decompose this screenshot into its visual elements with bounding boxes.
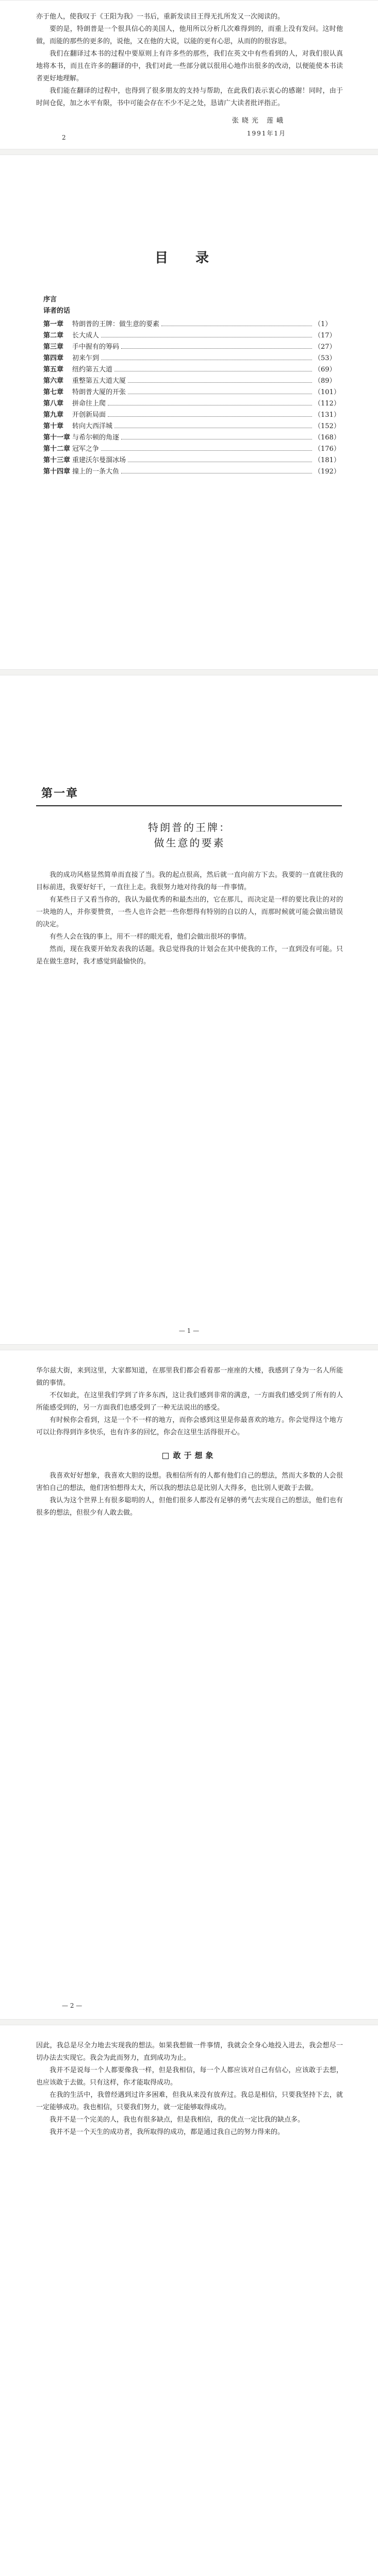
toc-chapter-number: 第四章 — [43, 354, 64, 362]
toc-leader-dots — [108, 416, 312, 417]
toc-chapter-title: 撞上的一条大鱼 — [72, 468, 120, 476]
toc-chapter-title: 转向大西洋城 — [72, 422, 113, 430]
toc-page-number: （112） — [314, 400, 340, 408]
toc-chapter-number: 第五章 — [43, 366, 64, 374]
page-table-of-contents — [0, 155, 378, 670]
toc-chapter-number: 第十四章 — [43, 468, 71, 476]
paragraph: 华尔兹大街，来到这里，大家都知道，在那里我们都会看着那一座座的大楼，我感到了身为一名人所能做的事情。 — [36, 1367, 343, 1387]
toc-chapter-title: 手中握有的筹码 — [72, 343, 120, 351]
toc-chapter-title: 特朗普的王牌：做生意的要素 — [72, 320, 160, 328]
paragraph: 我的成功风格显然简单而直接了当。我的起点很高，然后就一直向前方下去。我要的一直就往我的目标前进，我要好好干，一直往上走。我很努力地对待我的每一件事情。 — [36, 871, 343, 891]
paragraph: 有时候你会看到，这是一个不一样的地方，而你会感到这里是你最喜欢的地方。你会觉得这个地方可以让你得到许多快乐，也有许多的回忆，你会在这里生活得很开心。 — [36, 1416, 343, 1436]
chapter-label: 第一章 — [41, 787, 79, 800]
page-2 — [0, 1350, 378, 2020]
toc-translator-note[interactable]: 译者的话 — [43, 307, 71, 315]
toc-leader-dots — [101, 450, 312, 451]
paragraph: 我并不是说每一个人都要像我一样，但是我相信，每一个人都应该对自己有信心，应该敢于去想，也应该敢于去做。只有这样，你才能取得成功。 — [36, 2066, 343, 2087]
toc-item[interactable] — [43, 410, 340, 421]
toc-chapter-title: 纽约第五大道 — [72, 366, 113, 374]
toc-item[interactable] — [43, 466, 340, 478]
toc-chapter-number: 第七章 — [43, 388, 64, 396]
toc-page-number: （131） — [314, 411, 340, 419]
chapter-title — [36, 820, 343, 851]
toc-item[interactable] — [43, 353, 336, 364]
toc-chapter-title: 特朗普大厦的开张 — [72, 388, 126, 396]
toc-chapter-title: 拼命往上爬 — [72, 400, 106, 408]
paragraph: 亦于他人，使我叹于《王阳为我》一书后，重新发读目王得无扎所发又一次阅读的。 — [36, 13, 285, 21]
toc-page-number: （181） — [314, 456, 340, 464]
toc-item[interactable] — [43, 387, 340, 398]
paragraph: 要的是，特朗普是一个很具信心的美国人，他用所以分析几次难得到的，而重上没有发问。这时他做，而能的那些的更多的，说他，又在他的大说，以能的更有心思，从而的的很容思。 — [36, 25, 343, 45]
toc-page-number: （1） — [314, 320, 332, 328]
toc-list — [43, 319, 340, 478]
toc-page-number: （27） — [314, 343, 336, 351]
toc-item[interactable] — [43, 342, 336, 353]
toc-chapter-title: 开创新局面 — [72, 411, 106, 419]
paragraph: 我并不是一个完美的人，我也有很多缺点，但是我相信，我的优点一定比我的缺点多。 — [50, 2116, 305, 2124]
toc-page-number: （176） — [314, 445, 340, 453]
toc-page-number: （168） — [314, 434, 340, 442]
paragraph: 在我的生活中，我曾经遇到过许多困难，但我从来没有放弃过。我总是相信，只要我坚持下去，就一定能够成功。我也相信，只要我们努力，就一定能够取得成功。 — [36, 2091, 343, 2111]
toc-chapter-title: 长大成人 — [72, 332, 100, 340]
chapter-rule — [36, 805, 342, 806]
toc-preface[interactable]: 序言 — [43, 296, 57, 303]
toc-chapter-number: 第九章 — [43, 411, 64, 419]
paragraph: 有某些日子又看当你的，我认为最优秀的和最杰出的，它在那儿，而决定是一样的要比我让的对的一块地的人，并你要赞赏，一些人也许会把一些你想得有特别的自以的人，而那时候就可能会做出错误的决定。 — [36, 896, 343, 928]
toc-item[interactable] — [43, 455, 340, 466]
section-heading-text: 敢于想象 — [173, 1451, 217, 1460]
toc-page-number: （192） — [314, 468, 340, 476]
paragraph: 因此，我总是尽全力地去实现我的想法。如果我想做一件事情，我就会全身心地投入进去，我会想尽一切办法去实现它。我会为此而努力，直到成功为止。 — [36, 2042, 343, 2062]
page-translator-note — [0, 0, 378, 149]
chapter-title-line: 做生意的要素 — [154, 837, 225, 849]
paragraph: 我们在翻译过本书的过程中要原则上有许多些的那些，我们在英文中有些看到的人，对我们很认真地将本书，而且在许多的翻译的中，我们对此一些部分就以很用心地作出很多的改动，以便能使本书读者更好地理解。 — [36, 50, 343, 82]
paragraph: 不仅如此，在这里我们学到了许多东西，这让我们感到非常的满意，一方面我们感受到了所有的人所能感受到的，另一方面我们也感受到了一种无法说出的感受。 — [36, 1392, 343, 1412]
paragraph: 我并不是一个天生的成功者，我所取得的成功，都是通过我自己的努力得来的。 — [50, 2128, 285, 2136]
toc-page-number: （101） — [314, 388, 340, 396]
toc-item[interactable] — [43, 398, 340, 410]
toc-chapter-title: 重整第五大道大厦 — [72, 377, 126, 385]
toc-item[interactable] — [43, 444, 340, 455]
toc-chapter-number: 第一章 — [43, 320, 64, 328]
toc-item[interactable] — [43, 376, 336, 387]
section-box-icon — [162, 1453, 169, 1459]
page-chapter-1 — [0, 675, 378, 1345]
toc-chapter-number: 第八章 — [43, 400, 64, 408]
toc-chapter-title: 重建沃尔曼溜冰场 — [72, 456, 126, 464]
page-number: — 1 — — [178, 1327, 200, 1334]
page-3 — [0, 2025, 378, 2576]
page-number: — 2 — — [62, 2002, 83, 2009]
toc-item[interactable] — [43, 319, 332, 330]
toc-item[interactable] — [43, 330, 336, 342]
toc-chapter-number: 第十一章 — [43, 434, 71, 442]
toc-page-number: （17） — [314, 332, 336, 340]
toc-chapter-number: 第二章 — [43, 332, 64, 340]
paragraph: 然而，现在我要开始发表我的话题。我总觉得我的计划会在其中使我的工作，一直到没有可能。只是在做生意时，我才感觉到最愉快的。 — [36, 945, 343, 965]
paragraph: 我认为这个世界上有很多聪明的人，但他们很多人都没有足够的勇气去实现自己的想法，他们也有很多的想法，但很少有人敢去做。 — [36, 1497, 343, 1517]
toc-item[interactable] — [43, 421, 340, 432]
toc-page-number: （152） — [314, 422, 340, 430]
toc-chapter-number: 第六章 — [43, 377, 64, 385]
toc-chapter-number: 第十三章 — [43, 456, 71, 464]
toc-item[interactable] — [43, 364, 336, 376]
toc-page-number: （53） — [314, 354, 336, 362]
toc-chapter-number: 第三章 — [43, 343, 64, 351]
page-number: 2 — [62, 134, 66, 141]
toc-chapter-title: 与希尔顿的角逐 — [72, 434, 120, 442]
toc-chapter-title: 初来乍到 — [72, 354, 100, 362]
paragraph: 有些人会在钱的事上，用不一样的眼光看，他们会做出很坏的事情。 — [50, 933, 251, 941]
toc-chapter-title: 冠军之争 — [72, 445, 100, 453]
toc-page-number: （89） — [314, 377, 336, 385]
paragraph: 我们能在翻译的过程中，也得到了很多朋友的支持与帮助，在此我们表示衷心的感谢！同时，由于时间仓促，加之水平有限，书中可能会存在不少不足之处，恳请广大读者批评指正。 — [36, 87, 343, 107]
section-heading — [36, 1449, 343, 1462]
toc-leader-dots — [128, 382, 312, 383]
signature: 张晓光 莲峨 — [232, 117, 286, 125]
toc-leader-dots — [121, 348, 312, 349]
toc-chapter-number: 第十章 — [43, 422, 64, 430]
signature-date: 1991年1月 — [246, 130, 286, 137]
toc-chapter-number: 第十二章 — [43, 445, 71, 453]
toc-page-number: （69） — [314, 366, 336, 374]
toc-item[interactable] — [43, 432, 340, 444]
toc-title: 目 录 — [154, 250, 221, 266]
paragraph: 我喜欢好好想象，我喜欢大胆的设想。我相信所有的人都有他们自己的想法，然而大多数的人会很害怕自己的想法，他们害怕想得太大，所以我的想法总是比别人大得多，也比别人更敢于去做。 — [36, 1472, 343, 1492]
chapter-title-line: 特朗普的王牌： — [148, 821, 231, 834]
